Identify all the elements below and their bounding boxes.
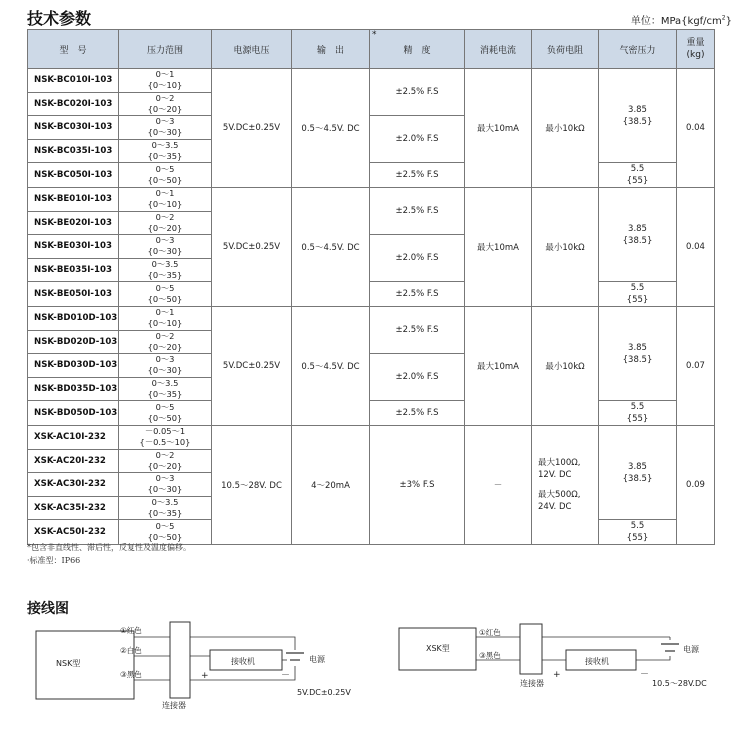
seal-cell — [599, 69, 677, 163]
notes — [27, 541, 191, 567]
range-main: 0～3 — [155, 473, 175, 484]
range-kgf: {0～30} — [147, 246, 183, 257]
nsk-power-label: 电源 — [309, 655, 325, 664]
range-main: 0～3 — [155, 354, 175, 365]
seal-cell-line1: 3.85 — [628, 104, 647, 115]
seal-cell-line2: {38.5} — [622, 354, 653, 365]
range-cell — [119, 139, 212, 163]
range-cell — [119, 401, 212, 426]
accuracy-cell: ±2.0% F.S — [370, 235, 465, 282]
nsk-wiring-svg — [27, 620, 372, 730]
weight-cell: 0.09 — [677, 426, 715, 545]
range-cell — [119, 69, 212, 93]
range-cell — [119, 496, 212, 520]
nsk-minus: － — [281, 671, 291, 681]
range-main: 0～1 — [155, 69, 175, 80]
model-cell: XSK-AC35I-232 — [28, 496, 119, 520]
seal-cell-line2: {38.5} — [622, 473, 653, 484]
model-cell: XSK-AC30I-232 — [28, 473, 119, 497]
voltage-cell: 10.5～28V. DC — [212, 426, 292, 545]
seal-cell-line2: {55} — [626, 176, 649, 186]
model-cell: NSK-BE010I-103 — [28, 188, 119, 212]
range-main: 0～3 — [155, 235, 175, 246]
table-row — [28, 426, 715, 450]
accuracy-cell: ±2.5% F.S — [370, 163, 465, 188]
xsk-connector-box — [520, 624, 542, 674]
range-kgf: {0～30} — [147, 127, 183, 138]
range-cell — [119, 307, 212, 331]
accuracy-cell: ±3% F.S — [370, 426, 465, 545]
load-cell: 最小10kΩ — [532, 69, 599, 188]
header-load: 负荷电阻 — [532, 30, 599, 69]
weight-cell: 0.04 — [677, 188, 715, 307]
range-cell — [119, 235, 212, 259]
range-main: 0～1 — [155, 188, 175, 199]
nsk-sensor-label: NSK型 — [56, 659, 81, 668]
header-accuracy-label: 精 度 — [403, 45, 431, 56]
model-cell: NSK-BD035D-103 — [28, 377, 119, 401]
seal-cell-line2: {55} — [626, 295, 649, 305]
range-cell — [119, 163, 212, 188]
seal-cell-line1: 5.5 — [630, 521, 645, 531]
model-cell: NSK-BC010I-103 — [28, 69, 119, 93]
range-kgf: {0～30} — [147, 484, 183, 495]
output-cell: 0.5～4.5V. DC — [292, 307, 370, 426]
model-cell: NSK-BD030D-103 — [28, 354, 119, 378]
header-seal: 气密压力 — [599, 30, 677, 69]
seal-cell-line2: {38.5} — [622, 235, 653, 246]
range-main: －0.05～1 — [144, 426, 186, 437]
accuracy-cell: ±2.5% F.S — [370, 401, 465, 426]
range-kgf: {0～50} — [147, 413, 183, 423]
xsk-plus: + — [553, 670, 561, 680]
current-cell: 最大10mA — [465, 307, 532, 426]
range-kgf: {0～35} — [147, 269, 183, 280]
accuracy-cell: ±2.5% F.S — [370, 69, 465, 116]
load-cell — [532, 426, 599, 545]
seal-cell-line2: {38.5} — [622, 116, 653, 127]
range-main: 0～3.5 — [151, 377, 179, 388]
xsk-voltage-label: 10.5～28V.DC — [652, 679, 707, 688]
model-cell: NSK-BD010D-103 — [28, 307, 119, 331]
range-cell — [119, 282, 212, 307]
range-cell — [119, 354, 212, 378]
range-main: 0～1 — [155, 307, 175, 318]
model-cell: XSK-AC50I-232 — [28, 520, 119, 545]
seal-cell-line2: {55} — [626, 414, 649, 424]
seal-cell-line2: {55} — [626, 533, 649, 543]
nsk-receiver-label: 接收机 — [231, 657, 255, 666]
note-1: *包含非直线性、滞后性，反复性及温度偏移。 — [27, 543, 191, 552]
accuracy-cell: ±2.5% F.S — [370, 188, 465, 235]
range-kgf: {0～35} — [147, 388, 183, 399]
range-cell — [119, 211, 212, 235]
table-row — [28, 307, 715, 331]
current-cell: 最大10mA — [465, 188, 532, 307]
range-kgf: {0～20} — [147, 103, 183, 114]
weight-cell: 0.04 — [677, 69, 715, 188]
range-kgf: {0～20} — [147, 222, 183, 233]
model-cell: NSK-BD020D-103 — [28, 330, 119, 354]
asterisk: * — [372, 30, 377, 40]
model-cell: NSK-BE020I-103 — [28, 211, 119, 235]
range-cell — [119, 377, 212, 401]
nsk-wire-3-label: ③黑色 — [120, 670, 142, 679]
unit-label — [631, 12, 732, 27]
range-kgf: {0～10} — [147, 318, 183, 329]
unit-sup: 2 — [721, 14, 726, 22]
nsk-sensor-box — [36, 631, 134, 699]
output-cell: 4～20mA — [292, 426, 370, 545]
output-cell: 0.5～4.5V. DC — [292, 188, 370, 307]
model-cell: NSK-BC050I-103 — [28, 163, 119, 188]
seal-cell-line1: 5.5 — [630, 283, 645, 293]
range-cell — [119, 188, 212, 212]
range-cell — [119, 426, 212, 450]
nsk-wiring-diagram — [27, 620, 372, 730]
seal-cell — [599, 426, 677, 520]
header-output: 输 出 — [292, 30, 370, 69]
current-cell: 最大10mA — [465, 69, 532, 188]
model-cell: XSK-AC10I-232 — [28, 426, 119, 450]
header-row — [28, 30, 715, 69]
seal-cell-line1: 5.5 — [630, 402, 645, 412]
range-cell — [119, 258, 212, 282]
table-row — [28, 282, 715, 307]
weight-cell: 0.07 — [677, 307, 715, 426]
table-row — [28, 188, 715, 212]
range-main: 0～3.5 — [151, 496, 179, 507]
range-main: 0～5 — [155, 283, 175, 293]
load-line-4: 24V. DC — [538, 502, 572, 512]
wiring-title: 接线图 — [27, 601, 69, 617]
header-current: 消耗电流 — [465, 30, 532, 69]
xsk-receiver-label: 接收机 — [585, 657, 609, 666]
spec-table — [27, 29, 715, 545]
range-kgf: {0～20} — [147, 460, 183, 471]
header-voltage: 电源电压 — [212, 30, 292, 69]
model-cell: NSK-BC020I-103 — [28, 92, 119, 116]
accuracy-cell: ±2.5% F.S — [370, 282, 465, 307]
xsk-wiring-diagram — [390, 620, 730, 700]
unit-close: } — [725, 16, 732, 27]
model-cell: NSK-BC030I-103 — [28, 116, 119, 140]
seal-cell — [599, 520, 677, 545]
seal-cell — [599, 401, 677, 426]
header-model: 型 号 — [28, 30, 119, 69]
load-line-1: 最大100Ω, — [538, 458, 581, 468]
xsk-wire-3-label: ③黑色 — [479, 651, 501, 660]
seal-cell — [599, 188, 677, 282]
nsk-connector-box — [170, 622, 190, 698]
model-cell: NSK-BE035I-103 — [28, 258, 119, 282]
nsk-voltage-label: 5V.DC±0.25V — [297, 688, 351, 697]
range-kgf: {0～50} — [147, 175, 183, 185]
range-kgf: {0～20} — [147, 341, 183, 352]
load-cell: 最小10kΩ — [532, 307, 599, 426]
range-main: 0～5 — [155, 164, 175, 174]
xsk-wiring-svg — [390, 620, 730, 700]
range-main: 0～2 — [155, 92, 175, 103]
header-range: 压力范围 — [119, 30, 212, 69]
range-main: 0～5 — [155, 402, 175, 412]
range-cell — [119, 449, 212, 473]
range-main: 0～2 — [155, 449, 175, 460]
xsk-minus: － — [640, 670, 650, 680]
range-kgf: {－0.5～10} — [139, 437, 191, 448]
accuracy-cell: ±2.0% F.S — [370, 116, 465, 163]
header-weight: 重量 (kg) — [677, 30, 715, 69]
range-cell — [119, 92, 212, 116]
page-title: 技术参数 — [27, 9, 92, 28]
range-kgf: {0～10} — [147, 199, 183, 210]
seal-cell — [599, 163, 677, 188]
load-line-2: 12V. DC — [538, 470, 572, 480]
accuracy-cell: ±2.5% F.S — [370, 307, 465, 354]
range-main: 0～2 — [155, 211, 175, 222]
unit-text: 单位：MPa{kgf/cm — [630, 16, 722, 27]
model-cell: NSK-BC035I-103 — [28, 139, 119, 163]
model-cell: NSK-BE030I-103 — [28, 235, 119, 259]
range-cell — [119, 473, 212, 497]
header-accuracy — [370, 30, 465, 69]
table-row — [28, 69, 715, 93]
table-row — [28, 401, 715, 426]
model-cell: XSK-AC20I-232 — [28, 449, 119, 473]
range-main: 0～3 — [155, 116, 175, 127]
model-cell: NSK-BD050D-103 — [28, 401, 119, 426]
seal-cell — [599, 282, 677, 307]
voltage-cell: 5V.DC±0.25V — [212, 307, 292, 426]
note-2: ·标准型：IP66 — [27, 556, 81, 565]
voltage-cell: 5V.DC±0.25V — [212, 188, 292, 307]
seal-cell-line1: 3.85 — [628, 342, 647, 353]
xsk-connector-label: 连接器 — [520, 679, 544, 688]
current-cell: － — [465, 426, 532, 545]
range-main: 0～3.5 — [151, 139, 179, 150]
range-kgf: {0～50} — [147, 294, 183, 304]
xsk-power-label: 电源 — [683, 645, 699, 654]
range-kgf: {0～30} — [147, 365, 183, 376]
load-cell: 最小10kΩ — [532, 188, 599, 307]
range-main: 0～5 — [155, 521, 175, 531]
nsk-wire-2-label: ②白色 — [120, 646, 142, 655]
table-row — [28, 163, 715, 188]
model-cell: NSK-BE050I-103 — [28, 282, 119, 307]
nsk-plus: + — [201, 671, 209, 681]
range-kgf: {0～10} — [147, 80, 183, 91]
xsk-sensor-label: XSK型 — [426, 644, 450, 653]
range-main: 0～2 — [155, 330, 175, 341]
range-cell — [119, 330, 212, 354]
range-kgf: {0～35} — [147, 150, 183, 161]
output-cell: 0.5～4.5V. DC — [292, 69, 370, 188]
accuracy-cell: ±2.0% F.S — [370, 354, 465, 401]
xsk-wire-1-label: ①红色 — [479, 628, 501, 637]
range-main: 0～3.5 — [151, 258, 179, 269]
range-cell — [119, 116, 212, 140]
nsk-connector-label: 连接器 — [162, 701, 186, 710]
seal-cell-line1: 5.5 — [630, 164, 645, 174]
range-kgf: {0～35} — [147, 507, 183, 518]
nsk-wire-1-label: ①红色 — [120, 626, 142, 635]
seal-cell — [599, 307, 677, 401]
voltage-cell: 5V.DC±0.25V — [212, 69, 292, 188]
range-kgf: {0～50} — [147, 532, 183, 542]
seal-cell-line1: 3.85 — [628, 223, 647, 234]
seal-cell-line1: 3.85 — [628, 461, 647, 472]
load-line-3: 最大500Ω, — [538, 490, 581, 500]
